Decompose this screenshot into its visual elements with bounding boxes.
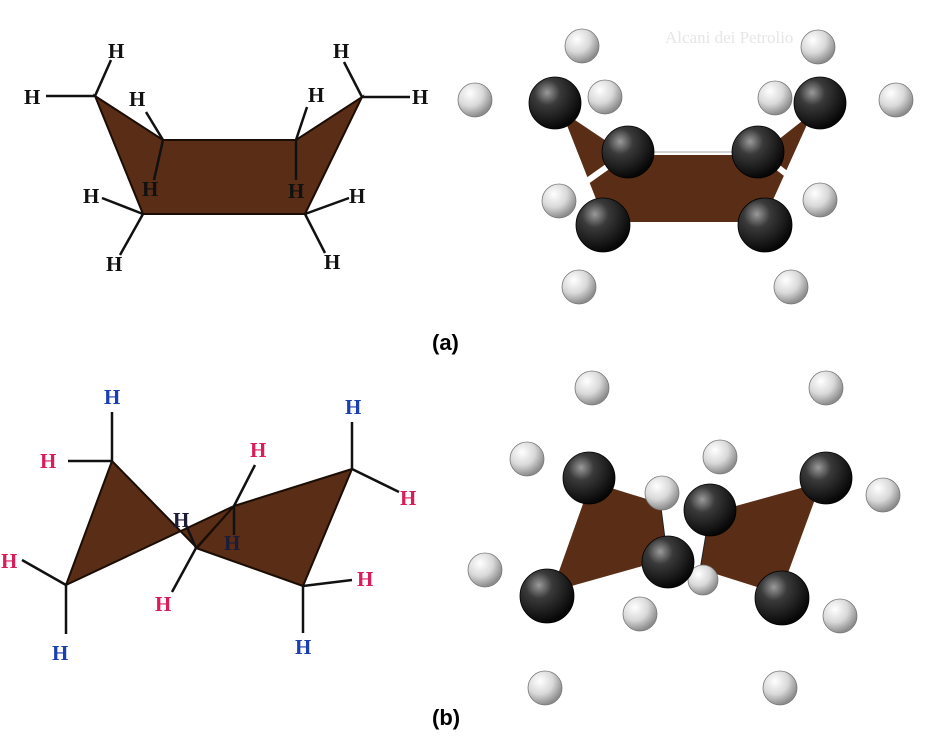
boat-ball-and-stick-model bbox=[458, 29, 913, 304]
boat-skeletal-structure bbox=[24, 39, 428, 276]
chair-equatorial-h-label: H bbox=[400, 486, 417, 510]
chair-model-hydrogen-atoms bbox=[468, 371, 900, 705]
chair-skeletal-structure bbox=[1, 385, 416, 665]
boat-h-label: H bbox=[349, 184, 366, 208]
panel-b-label: (b) bbox=[432, 705, 461, 730]
chair-ball-and-stick-model bbox=[468, 371, 900, 705]
chair-axial-h-label: H bbox=[345, 395, 362, 419]
boat-h-label: H bbox=[308, 83, 325, 107]
boat-h-label: H bbox=[129, 87, 146, 111]
chair-axial-h-label: H bbox=[224, 531, 241, 555]
chair-model-bonds bbox=[485, 388, 883, 688]
boat-h-label: H bbox=[108, 39, 125, 63]
boat-h-label: H bbox=[288, 179, 305, 203]
panel-a-label: (a) bbox=[432, 330, 459, 355]
background-bleed-title: Alcani dei Petrolio bbox=[665, 28, 794, 47]
chair-equatorial-h-label: H bbox=[250, 438, 267, 462]
chair-equatorial-h-label: H bbox=[357, 567, 374, 591]
boat-h-label: H bbox=[24, 85, 41, 109]
chair-equatorial-h-label: H bbox=[1, 549, 18, 573]
chair-ring-face bbox=[66, 461, 352, 586]
boat-h-label: H bbox=[412, 85, 429, 109]
boat-h-label: H bbox=[333, 39, 350, 63]
chair-axial-h-label: H bbox=[52, 641, 69, 665]
chair-equatorial-h-label: H bbox=[155, 592, 172, 616]
boat-h-label: H bbox=[83, 184, 100, 208]
boat-h-label: H bbox=[106, 252, 123, 276]
chair-equatorial-h-label: H bbox=[40, 449, 57, 473]
chair-axial-h-label: H bbox=[104, 385, 121, 409]
chair-axial-h-label: H bbox=[295, 635, 312, 659]
boat-h-label: H bbox=[142, 177, 159, 201]
boat-h-label: H bbox=[324, 250, 341, 274]
chair-axial-h-label: H bbox=[173, 508, 190, 532]
boat-ring-face bbox=[95, 96, 362, 214]
